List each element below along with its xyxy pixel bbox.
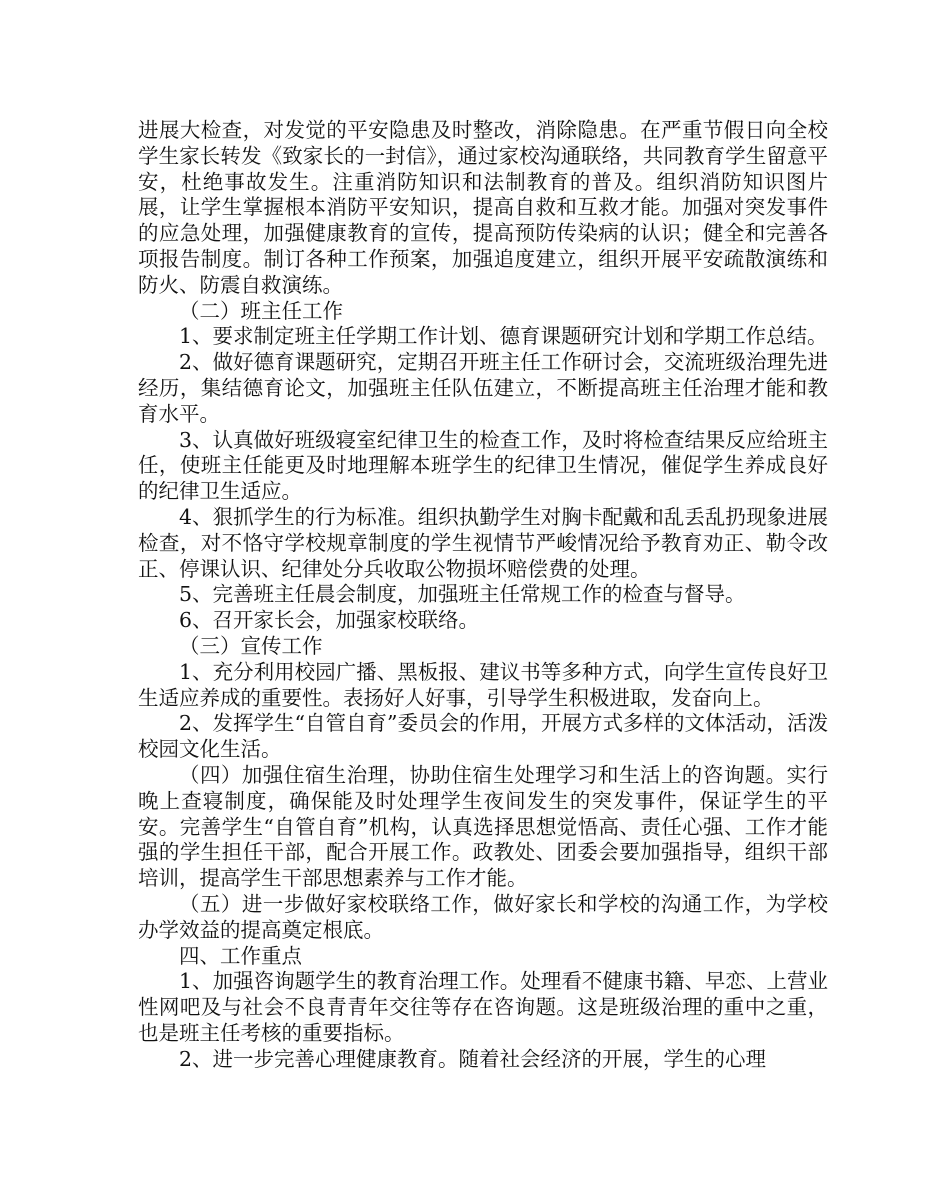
focus-item-2: 2、进一步完善心理健康教育。随着社会经济的开展，学生的心理	[179, 1046, 767, 1071]
paragraph-boarding-management: （四）加强住宿生治理，协助住宿生处理学习和生活上的咨询题。实行晚上查寝制度，确保能及时处理学生夜间发生的突发事件，保证学生的平安。完善学生“自管自育”机构，认真选择思想觉悟高、责任心强、工作才能强的学生担任干部，配合开展工作。政教处、团委会要加强指导，组织干部培训，提高学生干部思想素养与工作才能。	[138, 762, 828, 891]
list-item-5: 5、完善班主任晨会制度，加强班主任常规工作的检查与督导。	[179, 582, 746, 607]
heading-publicity-work: （三）宣传工作	[179, 633, 323, 658]
list-item-4: 4、狠抓学生的行为标准。组织执勤学生对胸卡配戴和乱丢乱扔现象进展检查，对不恪守学校规章制度的学生视情节严峻情况给予教育劝正、勒令改正、停课认识、纪律处分兵收取公物损坏赔偿费的处理。	[138, 504, 828, 581]
heading-work-focus: 四、工作重点	[179, 943, 302, 968]
publicity-item-1: 1、充分利用校园广播、黑板报、建议书等多种方式，向学生宣传良好卫生适应养成的重要性。表扬好人好事，引导学生积极进取，发奋向上。	[138, 659, 828, 710]
list-item-2: 2、做好德育课题研究，定期召开班主任工作研讨会，交流班级治理先进经历，集结德育论文，加强班主任队伍建立，不断提高班主任治理才能和教育水平。	[138, 350, 828, 426]
list-item-3: 3、认真做好班级寝室纪律卫生的检查工作，及时将检查结果反应给班主任，使班主任能更及时地理解本班学生的纪律卫生情况，催促学生养成良好的纪律卫生适应。	[138, 427, 828, 504]
heading-class-teacher-work: （二）班主任工作	[179, 298, 343, 323]
paragraph-home-school-contact: （五）进一步做好家校联络工作，做好家长和学校的沟通工作，为学校办学效益的提高奠定根底。	[138, 891, 828, 942]
paragraph-safety-inspection: 进展大检查，对发觉的平安隐患及时整改，消除隐患。在严重节假日向全校学生家长转发《致家长的一封信》，通过家校沟通联络，共同教育学生留意平安，杜绝事故发生。注重消防知识和法制教育的普及。组织消防知识图片展，让学生掌握根本消防平安知识，提高自救和互救才能。加强对突发事件的应急处理，加强健康教育的宣传，提高预防传染病的认识；健全和完善各项报告制度。制订各种工作预案，加强追度建立，组织开展平安疏散演练和防火、防震自救演练。	[138, 118, 828, 297]
document-body	[138, 118, 828, 1072]
list-item-6: 6、召开家长会，加强家校联络。	[179, 608, 480, 633]
publicity-item-2: 2、发挥学生“自管自育”委员会的作用，开展方式多样的文体活动，活泼校园文化生活。	[138, 711, 829, 762]
focus-item-1: 1、加强咨询题学生的教育治理工作。处理看不健康书籍、早恋、上营业性网吧及与社会不良青青年交往等存在咨询题。这是班级治理的重中之重，也是班主任考核的重要指标。	[138, 969, 828, 1045]
list-item-1: 1、要求制定班主任学期工作计划、德育课题研究计划和学期工作总结。	[179, 324, 828, 349]
